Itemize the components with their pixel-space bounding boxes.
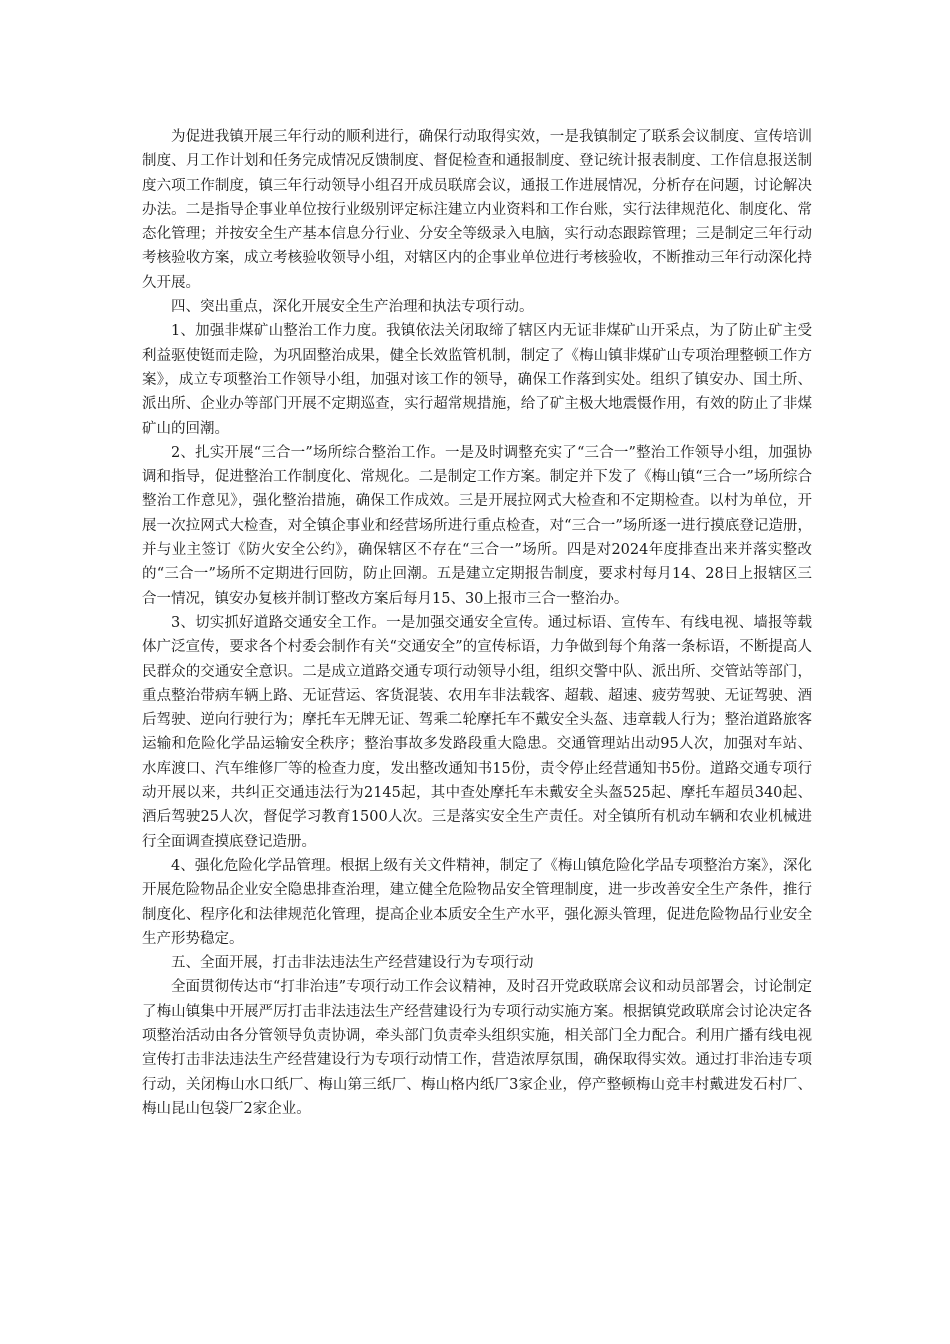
paragraph-item-2: 2、扎实开展“三合一”场所综合整治工作。一是及时调整充实了“三合一”整治工作领导小组，加强协调和指导，促进整治工作制度化、常规化。二是制定工作方案。制定并下发了《梅山镇“三合一”场所综合整治工作意见》，强化整治措施，确保工作成效。三是开展拉网式大检查和不定期检查。以村为单位，开展一次拉网式大检查，对全镇企事业和经营场所进行重点检查，对“三合一”场所逐一进行摸底登记造册，并与业主签订《防火安全公约》，确保辖区不存在“三合一”场所。四是对2024年度排查出来并落实整改的“三合一”场所不定期进行回防，防止回潮。五是建立定期报告制度，要求村每月14、28日上报辖区三合一情况，镇安办复核并制订整改方案后每月15、30上报市三合一整治办。 bbox=[142, 444, 812, 607]
paragraph-item-1: 1、加强非煤矿山整治工作力度。我镇依法关闭取缔了辖区内无证非煤矿山开采点，为了防止矿主受利益驱使铤而走险，为巩固整治成果，健全长效监管机制，制定了《梅山镇非煤矿山专项治理整顿工作方案》，成立专项整治工作领导小组，加强对该工作的领导，确保工作落到实处。组织了镇安办、国土所、派出所、企业办等部门开展不定期巡查，实行超常规措施，给了矿主极大地震慑作用，有效的防止了非煤矿山的回潮。 bbox=[142, 323, 812, 437]
section-heading-5: 五、全面开展，打击非法违法生产经营建设行为专项行动 bbox=[171, 955, 534, 972]
paragraph-item-3: 3、切实抓好道路交通安全工作。一是加强交通安全宣传。通过标语、宣传车、有线电视、墙报等载体广泛宣传，要求各个村委会制作有关“交通安全”的宣传标语，力争做到每个角落一条标语，不断提高人民群众的交通安全意识。二是成立道路交通专项行动领导小组，组织交警中队、派出所、交管站等部门，重点整治带病车辆上路、无证营运、客货混装、农用车非法载客、超载、超速、疲劳驾驶、无证驾驶、酒后驾驶、逆向行驶行为；摩托车无牌无证、驾乘二轮摩托车不戴安全头盔、违章载人行为；整治道路旅客运输和危险化学品运输安全秩序；整治事故多发路段重大隐患。交通管理站出动95人次，加强对车站、水库渡口、汽车维修厂等的检查力度，发出整改通知书15份，责令停止经营通知书5份。道路交通专项行动开展以来，共纠正交通违法行为2145起，其中查处摩托车未戴安全头盔525起、摩托车超员340起、酒后驾驶25人次，督促学习教育1500人次。三是落实安全生产责任。对全镇所有机动车辆和农业机械进行全面调查摸底登记造册。 bbox=[142, 614, 812, 850]
paragraph-intro: 为促进我镇开展三年行动的顺利进行，确保行动取得实效，一是我镇制定了联系会议制度、宣传培训制度、月工作计划和任务完成情况反馈制度、督促检查和通报制度、登记统计报表制度、工作信息报送制度六项工作制度，镇三年行动领导小组召开成员联席会议，通报工作进展情况，分析存在问题，讨论解决办法。二是指导企事业单位按行业级别评定标注建立内业资料和工作台账，实行法律规范化、制度化、常态化管理；并按安全生产基本信息分行业、分安全等级录入电脑，实行动态跟踪管理；三是制定三年行动考核验收方案，成立考核验收领导小组，对辖区内的企事业单位进行考核验收，不断推动三年行动深化持久开展。 bbox=[142, 129, 812, 291]
paragraph-item-4: 4、强化危险化学品管理。根据上级有关文件精神，制定了《梅山镇危险化学品专项整治方案》，深化开展危险物品企业安全隐患排查治理，建立健全危险物品安全管理制度，进一步改善安全生产条件，推行制度化、程序化和法律规范化管理，提高企业本质安全生产水平，强化源头管理，促进危险物品行业安全生产形势稳定。 bbox=[142, 857, 812, 947]
paragraph-section-5: 全面贯彻传达市“打非治违”专项行动工作会议精神，及时召开党政联席会议和动员部署会，讨论制定了梅山镇集中开展严厉打击非法违法生产经营建设行为专项行动实施方案。根据镇党政联席会讨论决定各项整治活动由各分管领导负责协调，牵头部门负责牵头组织实施，相关部门全力配合。利用广播有线电视宣传打击非法违法生产经营建设行为专项行动情工作，营造浓厚氛围，确保取得实效。通过打非治违专项行动，关闭梅山水口纸厂、梅山第三纸厂、梅山格内纸厂3家企业，停产整顿梅山竞丰村戴进发石村厂、梅山昆山包袋厂2家企业。 bbox=[142, 979, 812, 1117]
document-body bbox=[142, 125, 812, 1121]
section-heading-4: 四、突出重点，深化开展安全生产治理和执法专项行动。 bbox=[171, 299, 534, 316]
